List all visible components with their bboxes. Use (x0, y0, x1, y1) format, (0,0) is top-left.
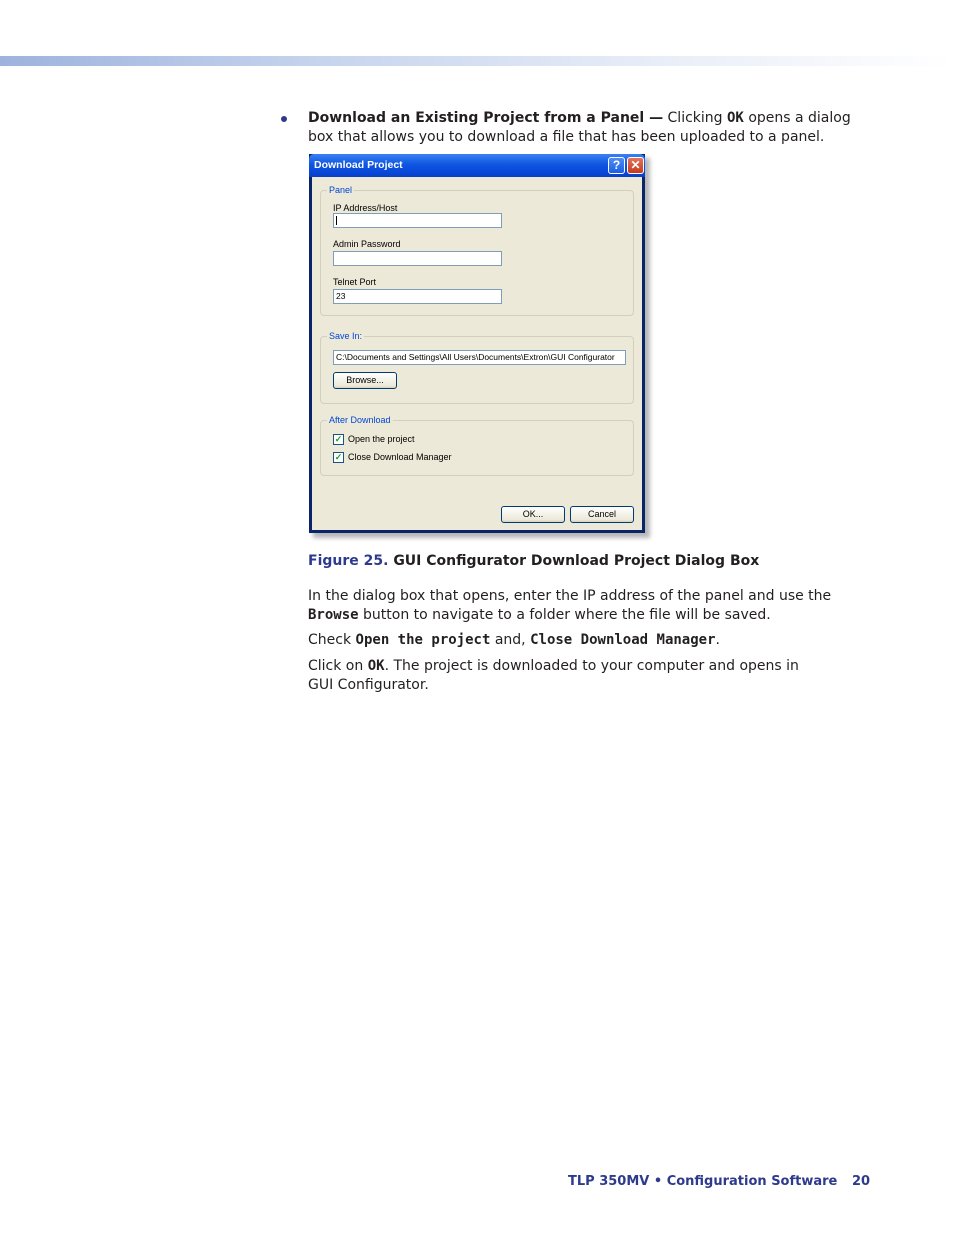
close-button[interactable]: ✕ (627, 157, 644, 174)
cancel-button[interactable]: Cancel (570, 506, 634, 523)
panel-group-label: Panel (329, 185, 353, 195)
open-project-checkbox[interactable] (333, 434, 344, 445)
browse-keyword: Browse (308, 607, 359, 623)
figure-number: Figure 25. (308, 553, 389, 569)
download-project-dialog (309, 154, 645, 533)
ip-address-label: IP Address/Host (333, 203, 398, 213)
after-download-group-label: After Download (329, 415, 391, 425)
open-project-label: Open the project (348, 434, 415, 444)
save-path-input[interactable]: C:\Documents and Settings\All Users\Documents\Extron\GUI Configurator (333, 350, 626, 365)
telnet-port-input[interactable]: 23 (333, 289, 502, 304)
checkmark-icon: ✓ (334, 434, 343, 444)
bullet-text-before: Clicking (667, 110, 723, 126)
close-manager-checkbox[interactable] (333, 452, 344, 463)
save-in-group-label: Save In: (329, 331, 363, 341)
panel-group (320, 185, 634, 316)
open-project-keyword: Open the project (355, 632, 491, 648)
dialog-title: Download Project (314, 159, 403, 171)
dialog-client-area (312, 177, 642, 530)
figure-title: GUI Configurator Download Project Dialog Box (393, 553, 760, 569)
ok-button[interactable]: OK... (501, 506, 565, 523)
ip-address-input[interactable] (333, 213, 502, 228)
after-download-group (320, 415, 634, 476)
save-in-group (320, 331, 634, 404)
text-caret (336, 216, 337, 225)
footer-title: TLP 350MV • Configuration Software (568, 1174, 838, 1189)
figure-caption (308, 553, 759, 569)
paragraph-check: Check Open the project and, Close Download Manager. (308, 632, 720, 648)
checkmark-icon: ✓ (334, 452, 343, 462)
paragraph-click-ok: Click on OK. The project is downloaded to your computer and opens in GUI Configurator. (308, 658, 799, 693)
close-manager-keyword: Close Download Manager (530, 632, 716, 648)
admin-password-input[interactable] (333, 251, 502, 266)
bullet-ok-label: OK (727, 110, 744, 126)
bullet-dot-icon (281, 116, 287, 122)
dialog-titlebar (309, 154, 645, 177)
telnet-port-label: Telnet Port (333, 277, 377, 287)
page-number: 20 (852, 1174, 871, 1189)
ok-keyword: OK (367, 658, 385, 674)
admin-password-label: Admin Password (333, 239, 401, 249)
bullet-text-after: opens a dialog box that allows you to download a file that has been uploaded to a panel. (308, 110, 851, 145)
paragraph-browse: In the dialog box that opens, enter the IP address of the panel and use the Browse button to navigate to a folder where the file will be saved. (308, 588, 832, 623)
help-button[interactable]: ? (608, 157, 625, 174)
bullet-heading: Download an Existing Project from a Panel — (308, 110, 664, 126)
close-manager-label: Close Download Manager (348, 452, 452, 462)
browse-button[interactable]: Browse... (333, 372, 397, 389)
header-gradient-bar (0, 56, 954, 66)
